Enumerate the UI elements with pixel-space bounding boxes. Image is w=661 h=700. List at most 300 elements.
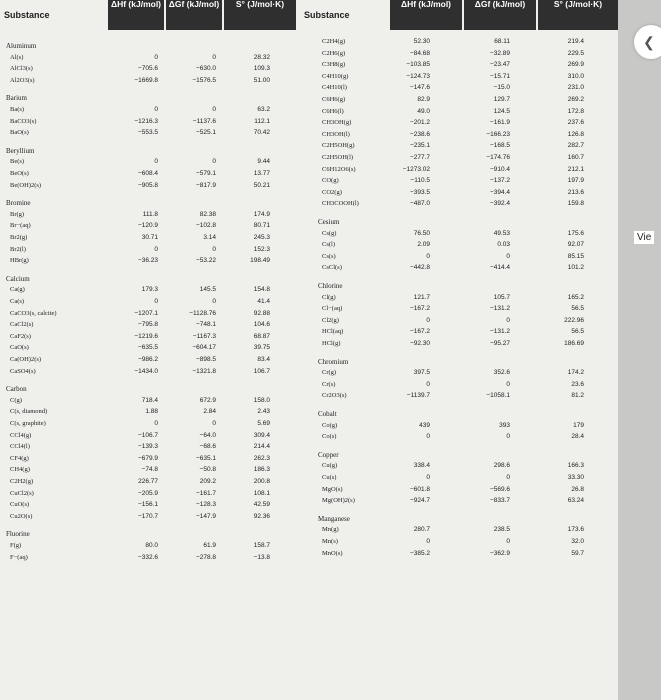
value-cell: 0 xyxy=(212,106,216,113)
value-cell: 0 xyxy=(154,298,158,305)
value-cell: 0 xyxy=(506,433,510,441)
value-cell: −205.9 xyxy=(137,489,158,497)
group-label: Chromium xyxy=(318,357,349,366)
value-cell: 28.32 xyxy=(253,53,270,61)
value-cell: 56.5 xyxy=(571,328,584,336)
substance-cell: CaF2(s) xyxy=(10,332,31,340)
substance-cell: C(s, diamond) xyxy=(10,408,48,416)
value-cell: 0 xyxy=(212,298,216,305)
value-cell: −84.68 xyxy=(409,49,430,57)
value-cell: 81.2 xyxy=(571,392,584,400)
substance-cell: C6H6(g) xyxy=(322,96,346,103)
value-cell: 2.09 xyxy=(417,241,430,249)
value-cell: 83.4 xyxy=(257,356,270,363)
value-cell: 121.7 xyxy=(413,293,430,301)
value-cell: 237.6 xyxy=(567,119,584,127)
value-cell: 0 xyxy=(426,538,430,545)
substance-cell: Br2(g) xyxy=(10,234,28,241)
value-cell: 76.50 xyxy=(413,229,430,237)
value-cell: −604.17 xyxy=(192,344,216,352)
value-cell: 111.8 xyxy=(142,210,158,218)
value-cell: −705.6 xyxy=(137,65,158,73)
value-cell: 158.7 xyxy=(253,542,270,549)
group-label: Bromine xyxy=(6,199,31,208)
group-label: Copper xyxy=(318,450,339,459)
value-cell: 63.2 xyxy=(257,106,270,113)
substance-cell: CO2(g) xyxy=(322,188,342,196)
substance-cell: CH3OH(g) xyxy=(322,119,352,127)
value-cell: 152.3 xyxy=(253,245,270,253)
value-cell: −161.7 xyxy=(195,489,216,497)
value-cell: 231.0 xyxy=(567,84,584,92)
header-dg-left-text: ΔGf (kJ/mol) xyxy=(168,0,220,9)
value-cell: 352.6 xyxy=(493,369,510,377)
group-label: Calcium xyxy=(6,274,30,283)
value-cell: 0 xyxy=(212,245,216,253)
value-cell: 59.7 xyxy=(571,549,584,557)
value-cell: 42.59 xyxy=(253,501,270,509)
value-cell: 92.36 xyxy=(253,512,270,520)
value-cell: −15.71 xyxy=(489,72,510,80)
value-cell: −161.9 xyxy=(489,119,510,127)
value-cell: −36.23 xyxy=(137,257,158,265)
value-cell: −278.8 xyxy=(195,553,216,561)
value-cell: −1669.8 xyxy=(134,76,158,84)
substance-cell: CaCO3(s, calcite) xyxy=(10,309,57,317)
value-cell: −156.1 xyxy=(137,501,158,509)
value-cell: 106.7 xyxy=(253,367,270,375)
value-cell: −898.5 xyxy=(195,356,216,363)
value-cell: 28.4 xyxy=(571,433,584,441)
substance-cell: Cr(s) xyxy=(322,380,336,388)
value-cell: 0 xyxy=(154,53,158,61)
value-cell: −168.5 xyxy=(489,142,510,150)
value-cell: −103.85 xyxy=(406,61,430,69)
value-cell: 214.4 xyxy=(253,443,270,451)
value-cell: 68.87 xyxy=(253,332,270,340)
substance-cell: C2H5OH(g) xyxy=(322,142,355,150)
value-cell: −167.2 xyxy=(409,305,430,313)
value-cell: −147.6 xyxy=(409,84,430,92)
value-cell: −131.2 xyxy=(489,305,510,313)
value-cell: −986.2 xyxy=(137,356,158,363)
substance-cell: Br(g) xyxy=(10,210,25,218)
substance-cell: C(g) xyxy=(10,396,22,404)
group-label: Fluorine xyxy=(6,530,30,539)
value-cell: 173.6 xyxy=(567,526,584,534)
substance-cell: F−(aq) xyxy=(10,553,28,561)
value-cell: 1.88 xyxy=(145,408,158,416)
substance-cell: Br2(l) xyxy=(10,245,26,253)
value-cell: −1219.6 xyxy=(134,332,158,340)
value-cell: 229.5 xyxy=(567,49,584,57)
value-cell: −23.47 xyxy=(489,61,510,69)
substance-cell: Co(g) xyxy=(322,421,338,429)
value-cell: 109.3 xyxy=(253,65,270,73)
header-s-left-text: S° (J/mol·K) xyxy=(235,0,285,9)
value-cell: −362.9 xyxy=(489,549,510,557)
substance-cell: Cu(s) xyxy=(322,474,337,481)
value-cell: −120.9 xyxy=(137,222,158,230)
header-dh-right-text: ΔHf (kJ/mol) xyxy=(400,0,452,9)
value-cell: 2.43 xyxy=(257,408,270,416)
header-dg-right-text: ΔGf (kJ/mol) xyxy=(474,0,526,9)
value-cell: −525.1 xyxy=(195,129,216,137)
chevron-left-icon: ❮ xyxy=(643,34,655,50)
value-cell: −174.76 xyxy=(486,154,510,161)
value-cell: −833.7 xyxy=(489,497,510,505)
value-cell: −910.4 xyxy=(489,165,510,173)
substance-cell: Be(OH)2(s) xyxy=(10,181,42,189)
value-cell: −1167.3 xyxy=(192,332,216,340)
value-cell: 179 xyxy=(573,421,584,429)
substance-cell: Cu(g) xyxy=(322,462,338,470)
value-cell: 174.9 xyxy=(253,210,270,218)
value-cell: 0 xyxy=(506,538,510,545)
substance-cell: AlCl3(s) xyxy=(10,65,33,73)
value-cell: 282.7 xyxy=(567,142,584,150)
substance-cell: MgO(s) xyxy=(322,485,343,493)
value-cell: −50.8 xyxy=(199,466,216,474)
value-cell: 92.88 xyxy=(253,309,270,317)
substance-cell: C2H5OH(l) xyxy=(322,154,354,161)
substance-cell: Ba(s) xyxy=(10,106,25,113)
substance-cell: CH4(g) xyxy=(10,466,30,474)
value-cell: 186.69 xyxy=(564,340,584,347)
value-cell: 104.6 xyxy=(253,321,270,329)
value-cell: −1273.02 xyxy=(402,165,430,173)
value-cell: 126.8 xyxy=(567,130,584,138)
substance-cell: Ca(g) xyxy=(10,286,25,294)
substance-cell: BaCO3(s) xyxy=(10,117,37,125)
value-cell: 160.7 xyxy=(567,154,584,161)
value-cell: 0 xyxy=(212,420,216,427)
value-cell: −147.9 xyxy=(195,512,216,520)
value-cell: 238.5 xyxy=(493,526,510,534)
value-cell: −1576.5 xyxy=(192,76,216,84)
substance-cell: CO(g) xyxy=(322,177,339,185)
value-cell: −924.7 xyxy=(409,497,430,505)
value-cell: 145.5 xyxy=(199,286,216,294)
value-cell: 280.7 xyxy=(413,526,430,534)
value-cell: −487.0 xyxy=(409,200,430,208)
group-label: Barium xyxy=(6,94,27,103)
value-cell: −238.6 xyxy=(409,130,430,138)
value-cell: −13.8 xyxy=(253,553,270,561)
value-cell: 165.2 xyxy=(567,293,584,301)
value-cell: 0 xyxy=(426,380,430,388)
value-cell: 70.42 xyxy=(253,129,270,137)
value-cell: 5.69 xyxy=(257,420,270,427)
value-cell: 80.0 xyxy=(145,542,158,549)
value-cell: 212.1 xyxy=(567,165,584,173)
substance-cell: Cl(g) xyxy=(322,293,336,301)
value-cell: 0.03 xyxy=(497,241,510,249)
value-cell: −601.8 xyxy=(409,485,430,493)
view-tab[interactable]: Vie xyxy=(634,231,654,244)
value-cell: −569.6 xyxy=(489,485,510,493)
substance-cell: Mn(g) xyxy=(322,526,339,534)
value-cell: 0 xyxy=(212,158,216,166)
value-cell: −106.7 xyxy=(137,431,158,439)
value-cell: 82.38 xyxy=(199,210,216,218)
value-cell: 32.0 xyxy=(571,538,584,545)
substance-cell: C4H10(g) xyxy=(322,72,349,80)
value-cell: −748.1 xyxy=(195,321,216,329)
substance-cell: CuCl2(s) xyxy=(10,489,34,497)
value-cell: 68.11 xyxy=(494,38,510,45)
value-cell: 82.9 xyxy=(417,96,430,103)
value-cell: 51.00 xyxy=(253,76,270,84)
value-cell: 0 xyxy=(426,252,430,260)
value-cell: −1321.8 xyxy=(192,367,216,375)
substance-cell: Cl2(g) xyxy=(322,316,339,324)
value-cell: −1216.3 xyxy=(134,117,158,125)
value-cell: −95.27 xyxy=(489,340,510,347)
collapse-button[interactable] xyxy=(634,25,661,59)
value-cell: 226.77 xyxy=(138,478,158,485)
header-dh-left-text: ΔHf (kJ/mol) xyxy=(110,0,162,9)
group-label: Manganese xyxy=(318,514,350,523)
value-cell: −905.8 xyxy=(137,181,158,189)
substance-cell: Br−(aq) xyxy=(10,222,31,230)
value-cell: 718.4 xyxy=(141,396,158,404)
value-cell: 0 xyxy=(506,316,510,324)
value-cell: −74.8 xyxy=(141,466,158,474)
substance-cell: Ca(OH)2(s) xyxy=(10,356,42,363)
value-cell: −679.9 xyxy=(137,454,158,462)
value-cell: −630.0 xyxy=(195,65,216,73)
value-cell: 0 xyxy=(426,316,430,324)
substance-cell: Cr(g) xyxy=(322,369,337,377)
value-cell: 0 xyxy=(212,53,216,61)
value-cell: 174.2 xyxy=(567,369,584,377)
substance-cell: Co(s) xyxy=(322,433,337,441)
value-cell: −167.2 xyxy=(409,328,430,336)
group-label: Cesium xyxy=(318,218,340,226)
value-cell: 262.3 xyxy=(253,454,270,462)
value-cell: 0 xyxy=(506,252,510,260)
substance-cell: CaCl2(s) xyxy=(10,321,34,329)
value-cell: 172.8 xyxy=(567,107,584,115)
value-cell: 112.1 xyxy=(254,117,270,125)
value-cell: −795.8 xyxy=(137,321,158,329)
value-cell: −1139.7 xyxy=(406,392,430,400)
substance-cell: CH3OH(l) xyxy=(322,130,350,138)
value-cell: 105.7 xyxy=(493,293,510,301)
substance-cell: BeO(s) xyxy=(10,170,29,177)
value-cell: −393.5 xyxy=(409,188,430,196)
value-cell: 209.2 xyxy=(199,478,216,485)
substance-cell: MnO(s) xyxy=(322,549,343,557)
value-cell: 63.24 xyxy=(567,497,584,505)
value-cell: −1058.1 xyxy=(486,392,510,400)
substance-cell: Cr2O3(s) xyxy=(322,392,347,400)
value-cell: 159.8 xyxy=(567,200,584,208)
value-cell: −139.3 xyxy=(137,443,158,451)
header-s-right-text: S° (J/mol·K) xyxy=(553,0,603,9)
value-cell: −53.22 xyxy=(195,257,216,265)
value-cell: −1137.6 xyxy=(192,117,216,125)
value-cell: 439 xyxy=(419,421,430,429)
value-cell: −137.2 xyxy=(489,177,510,185)
value-cell: 50.21 xyxy=(253,181,270,189)
value-cell: 310.0 xyxy=(567,72,584,80)
value-cell: −201.2 xyxy=(409,119,430,127)
value-cell: 269.9 xyxy=(567,61,584,69)
value-cell: 23.6 xyxy=(571,380,584,388)
value-cell: 219.4 xyxy=(567,38,584,45)
value-cell: 0 xyxy=(154,158,158,166)
value-cell: −553.5 xyxy=(137,129,158,137)
group-label: Cobalt xyxy=(318,410,337,418)
value-cell: −124.73 xyxy=(406,72,430,80)
value-cell: 309.4 xyxy=(253,431,270,439)
value-cell: 186.3 xyxy=(253,466,270,474)
header-dh-left xyxy=(108,0,164,30)
substance-cell: C(s, graphite) xyxy=(10,420,46,427)
value-cell: 49.53 xyxy=(493,229,510,237)
substance-cell: C2H2(g) xyxy=(10,478,34,485)
header-dh-right xyxy=(390,0,462,30)
value-cell: −608.4 xyxy=(137,170,158,177)
value-cell: −394.4 xyxy=(489,188,510,196)
value-cell: 101.2 xyxy=(567,264,584,272)
substance-cell: CuO(s) xyxy=(10,501,30,509)
header-substance-left: Substance xyxy=(4,10,50,20)
value-cell: 672.9 xyxy=(199,396,216,404)
value-cell: −635.5 xyxy=(137,344,158,352)
group-label: Chlorine xyxy=(318,282,343,290)
value-cell: −277.7 xyxy=(409,154,430,161)
value-cell: 61.9 xyxy=(203,542,216,549)
value-cell: 39.75 xyxy=(253,344,270,352)
header-dg-left xyxy=(166,0,222,30)
value-cell: 9.44 xyxy=(257,158,270,166)
value-cell: 124.5 xyxy=(493,107,510,115)
value-cell: −235.1 xyxy=(409,142,430,150)
substance-cell: F(g) xyxy=(10,542,22,549)
value-cell: 41.4 xyxy=(257,298,270,305)
value-cell: 13.77 xyxy=(253,170,270,177)
value-cell: −414.4 xyxy=(489,264,510,272)
substance-cell: Cs(g) xyxy=(322,229,337,237)
value-cell: 338.4 xyxy=(413,462,430,470)
group-label: Beryllium xyxy=(6,146,35,155)
value-cell: 80.71 xyxy=(253,222,270,230)
value-cell: 213.6 xyxy=(567,188,584,196)
value-cell: 92.07 xyxy=(567,241,584,249)
header-s-left xyxy=(224,0,296,30)
value-cell: −817.9 xyxy=(195,181,216,189)
substance-cell: CF4(g) xyxy=(10,454,29,462)
substance-cell: CCl4(l) xyxy=(10,443,30,451)
substance-cell: C2H4(g) xyxy=(322,38,346,45)
value-cell: 0 xyxy=(154,245,158,253)
value-cell: 33.30 xyxy=(567,474,584,481)
substance-cell: Cs(l) xyxy=(322,241,335,249)
value-cell: −442.8 xyxy=(409,264,430,272)
value-cell: 222.96 xyxy=(564,316,584,324)
substance-cell: Cs(s) xyxy=(322,252,336,260)
value-cell: −166.23 xyxy=(486,130,510,138)
value-cell: 200.8 xyxy=(253,478,270,485)
substance-cell: CaO(s) xyxy=(10,344,29,352)
value-cell: −635.1 xyxy=(195,454,216,462)
value-cell: 154.8 xyxy=(253,286,270,294)
substance-cell: Mg(OH)2(s) xyxy=(322,497,355,505)
substance-cell: HCl(aq) xyxy=(322,328,344,336)
value-cell: 3.14 xyxy=(203,234,216,241)
header-substance-right: Substance xyxy=(304,10,350,20)
header-s-right xyxy=(538,0,618,30)
value-cell: −1207.1 xyxy=(134,309,158,317)
value-cell: 0 xyxy=(506,474,510,481)
substance-cell: CsCl(s) xyxy=(322,264,342,272)
browser-edge-panel xyxy=(618,0,661,700)
value-cell: 0 xyxy=(426,474,430,481)
value-cell: 52.30 xyxy=(413,38,430,45)
value-cell: 129.7 xyxy=(493,96,510,103)
value-cell: 175.6 xyxy=(567,229,584,237)
value-cell: 397.5 xyxy=(413,369,430,377)
value-cell: −579.1 xyxy=(195,170,216,177)
value-cell: −131.2 xyxy=(489,328,510,336)
value-cell: −64.0 xyxy=(199,431,216,439)
substance-cell: HBr(g) xyxy=(10,257,29,265)
value-cell: 85.15 xyxy=(567,252,584,260)
value-cell: 26.8 xyxy=(571,485,584,493)
value-cell: −385.2 xyxy=(409,549,430,557)
value-cell: −32.89 xyxy=(489,49,510,57)
value-cell: 49.0 xyxy=(417,107,430,115)
value-cell: 0 xyxy=(154,106,158,113)
value-cell: −392.4 xyxy=(489,200,510,208)
substance-cell: C3H8(g) xyxy=(322,61,346,69)
header-dg-right xyxy=(464,0,536,30)
value-cell: 269.2 xyxy=(567,96,584,103)
substance-cell: CCl4(g) xyxy=(10,431,32,439)
substance-cell: Al2O3(s) xyxy=(10,76,35,84)
value-cell: 0 xyxy=(426,433,430,441)
value-cell: 158.0 xyxy=(253,396,270,404)
value-cell: −170.7 xyxy=(137,512,158,520)
value-cell: −110.5 xyxy=(410,177,430,185)
substance-cell: BaO(s) xyxy=(10,129,29,137)
substance-cell: Be(s) xyxy=(10,158,25,166)
substance-cell: CH3COOH(l) xyxy=(322,200,359,208)
value-cell: −332.6 xyxy=(137,553,158,561)
value-cell: −68.6 xyxy=(199,443,216,451)
substance-cell: C6H12O6(s) xyxy=(322,165,356,173)
value-cell: 298.6 xyxy=(493,462,510,470)
value-cell: −1434.0 xyxy=(134,367,158,375)
substance-cell: Mn(s) xyxy=(322,538,338,545)
group-label: Aluminum xyxy=(6,42,37,50)
value-cell: −128.3 xyxy=(195,501,216,509)
value-cell: 30.71 xyxy=(141,234,158,241)
substance-cell: C4H10(l) xyxy=(322,84,347,92)
value-cell: −102.8 xyxy=(195,222,216,230)
substance-cell: Ca(s) xyxy=(10,298,25,305)
substance-cell: Al(s) xyxy=(10,53,24,61)
group-label: Carbon xyxy=(6,385,27,394)
value-cell: 56.5 xyxy=(571,305,584,313)
value-cell: −15.0 xyxy=(493,84,510,92)
substance-cell: Cl−(aq) xyxy=(322,305,343,313)
substance-cell: C2H6(g) xyxy=(322,49,346,57)
value-cell: 0 xyxy=(506,380,510,388)
